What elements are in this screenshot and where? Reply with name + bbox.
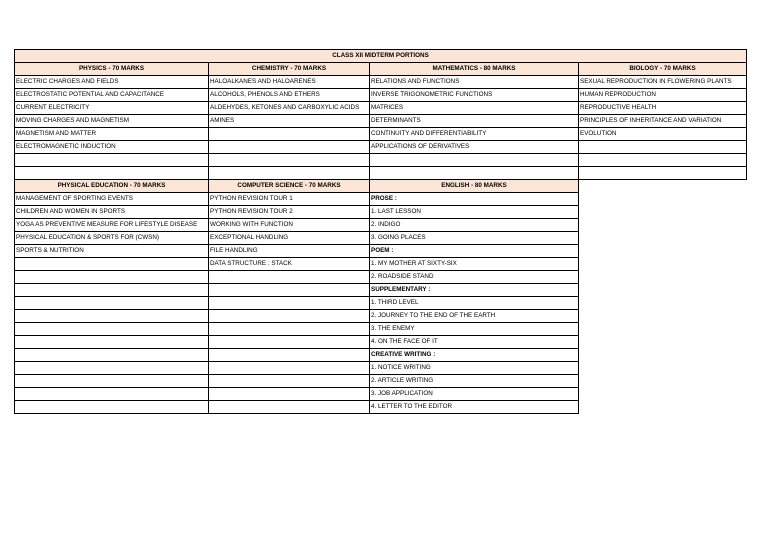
topic-cell <box>209 336 370 349</box>
topic-cell <box>579 141 747 154</box>
topic-cell: 2. INDIGO <box>370 219 579 232</box>
blank-cell <box>579 271 747 284</box>
topic-cell <box>579 167 747 180</box>
topic-cell: YOGA AS PREVENTIVE MEASURE FOR LIFESTYLE DISEASE <box>15 219 209 232</box>
topic-cell <box>209 401 370 414</box>
table-row <box>15 271 747 284</box>
topic-cell <box>15 284 209 297</box>
topic-cell: CREATIVE WRITING : <box>370 349 579 362</box>
table-row <box>15 388 747 401</box>
table-row <box>15 232 747 245</box>
topic-cell <box>15 362 209 375</box>
topic-cell: MOVING CHARGES AND MAGNETISM <box>15 115 209 128</box>
table-row <box>15 141 747 154</box>
topic-cell <box>209 349 370 362</box>
table-row <box>15 258 747 271</box>
topic-cell <box>209 271 370 284</box>
topic-cell: ELECTROSTATIC POTENTIAL AND CAPACITANCE <box>15 89 209 102</box>
subject-header: ENGLISH - 80 MARKS <box>370 180 579 193</box>
blank-cell <box>579 206 747 219</box>
blank-cell <box>579 349 747 362</box>
table-row <box>15 401 747 414</box>
subject-header: COMPUTER SCIENCE - 70 MARKS <box>209 180 370 193</box>
blank-cell <box>579 297 747 310</box>
topic-cell: AMINES <box>209 115 370 128</box>
topic-cell <box>209 297 370 310</box>
blank-cell <box>579 323 747 336</box>
subject-header: PHYSICAL EDUCATION - 70 MARKS <box>15 180 209 193</box>
topic-cell <box>15 336 209 349</box>
subject-header: CHEMISTRY - 70 MARKS <box>209 63 370 76</box>
table-row <box>15 336 747 349</box>
table-row <box>15 219 747 232</box>
topic-cell <box>209 284 370 297</box>
topic-cell: ELECTROMAGNETIC INDUCTION <box>15 141 209 154</box>
topic-cell: ALDEHYDES, KETONES AND CARBOXYLIC ACIDS <box>209 102 370 115</box>
topic-cell: 3. GOING PLACES <box>370 232 579 245</box>
topic-cell <box>370 154 579 167</box>
blank-cell <box>579 310 747 323</box>
topic-cell: HUMAN REPRODUCTION <box>579 89 747 102</box>
table-row <box>15 245 747 258</box>
topic-cell <box>15 349 209 362</box>
table-row <box>15 89 747 102</box>
blank-cell <box>579 232 747 245</box>
topic-cell <box>209 141 370 154</box>
subject-header: BIOLOGY - 70 MARKS <box>579 63 747 76</box>
topic-cell <box>209 310 370 323</box>
table-row <box>15 375 747 388</box>
topic-cell <box>15 167 209 180</box>
topic-cell: 1. LAST LESSON <box>370 206 579 219</box>
topic-cell: 2. JOURNEY TO THE END OF THE EARTH <box>370 310 579 323</box>
blank-cell <box>579 180 747 193</box>
topic-cell: 3. THE ENEMY <box>370 323 579 336</box>
blank-cell <box>579 401 747 414</box>
topic-cell: CHILDREN AND WOMEN IN SPORTS <box>15 206 209 219</box>
topic-cell: 2. ARTICLE WRITING <box>370 375 579 388</box>
topic-cell: 1. THIRD LEVEL <box>370 297 579 310</box>
table-row <box>15 349 747 362</box>
topic-cell <box>15 323 209 336</box>
subject-header: PHYSICS - 70 MARKS <box>15 63 209 76</box>
topic-cell <box>209 323 370 336</box>
topic-cell: ALCOHOLS, PHENOLS AND ETHERS <box>209 89 370 102</box>
topic-cell: INVERSE TRIGONOMETRIC FUNCTIONS <box>370 89 579 102</box>
topic-cell <box>209 128 370 141</box>
topic-cell: PYTHON REVISION TOUR 2 <box>209 206 370 219</box>
topic-cell: PYTHON REVISION TOUR 1 <box>209 193 370 206</box>
topic-cell: POEM : <box>370 245 579 258</box>
topic-cell <box>15 388 209 401</box>
topic-cell: PHYSICAL EDUCATION & SPORTS FOR (CWSN) <box>15 232 209 245</box>
blank-cell <box>579 284 747 297</box>
topic-cell: WORKING WITH FUNCTION <box>209 219 370 232</box>
topic-cell: HALOALKANES AND HALOARENES <box>209 76 370 89</box>
topic-cell: REPRODUCTIVE HEALTH <box>579 102 747 115</box>
topic-cell: 2. ROADSIDE STAND <box>370 271 579 284</box>
topic-cell: SPORTS & NUTRITION <box>15 245 209 258</box>
topic-cell: CONTINUITY AND DIFFERENTIABILITY <box>370 128 579 141</box>
table-row <box>15 193 747 206</box>
portions-table <box>14 49 747 414</box>
topic-cell <box>579 154 747 167</box>
section1-header-row <box>15 63 747 76</box>
topic-cell: SUPPLEMENTARY : <box>370 284 579 297</box>
topic-cell: 4. LETTER TO THE EDITOR <box>370 401 579 414</box>
topic-cell: 1. NOTICE WRITING <box>370 362 579 375</box>
table-row <box>15 76 747 89</box>
blank-cell <box>579 375 747 388</box>
topic-cell <box>15 154 209 167</box>
topic-cell <box>15 258 209 271</box>
blank-cell <box>579 193 747 206</box>
table-row <box>15 167 747 180</box>
topic-cell: RELATIONS AND FUNCTIONS <box>370 76 579 89</box>
table-row <box>15 128 747 141</box>
table-row <box>15 310 747 323</box>
topic-cell: EVOLUTION <box>579 128 747 141</box>
table-row <box>15 154 747 167</box>
subject-header: MATHEMATICS - 80 MARKS <box>370 63 579 76</box>
sheet-title: CLASS XII MIDTERM PORTIONS <box>15 50 747 63</box>
topic-cell: CURRENT ELECTRICITY <box>15 102 209 115</box>
topic-cell <box>15 271 209 284</box>
topic-cell <box>15 401 209 414</box>
topic-cell: 4. ON THE FACE OF IT <box>370 336 579 349</box>
table-row <box>15 115 747 128</box>
topic-cell <box>209 375 370 388</box>
topic-cell: PROSE : <box>370 193 579 206</box>
topic-cell: 3. JOB APPLICATION <box>370 388 579 401</box>
blank-cell <box>579 219 747 232</box>
blank-cell <box>579 245 747 258</box>
topic-cell: PRINCIPLES OF INHERITANCE AND VARIATION <box>579 115 747 128</box>
blank-cell <box>579 388 747 401</box>
blank-cell <box>579 336 747 349</box>
topic-cell: 1. MY MOTHER AT SIXTY-SIX <box>370 258 579 271</box>
blank-cell <box>579 258 747 271</box>
topic-cell: EXCEPTIONAL HANDLING <box>209 232 370 245</box>
section2-header-row <box>15 180 747 193</box>
topic-cell <box>15 310 209 323</box>
blank-cell <box>579 362 747 375</box>
topic-cell <box>209 388 370 401</box>
table-row <box>15 102 747 115</box>
topic-cell: DETERMINANTS <box>370 115 579 128</box>
topic-cell: MANAGEMENT OF SPORTING EVENTS <box>15 193 209 206</box>
topic-cell <box>209 167 370 180</box>
topic-cell <box>209 154 370 167</box>
topic-cell <box>15 297 209 310</box>
topic-cell: DATA STRUCTURE : STACK <box>209 258 370 271</box>
topic-cell: MATRICES <box>370 102 579 115</box>
topic-cell <box>15 375 209 388</box>
topic-cell <box>209 362 370 375</box>
title-row <box>15 50 747 63</box>
topic-cell: SEXUAL REPRODUCTION IN FLOWERING PLANTS <box>579 76 747 89</box>
topic-cell: APPLICATIONS OF DERIVATIVES <box>370 141 579 154</box>
table-row <box>15 284 747 297</box>
table-row <box>15 206 747 219</box>
topic-cell: FILE HANDLING <box>209 245 370 258</box>
table-row <box>15 362 747 375</box>
table-row <box>15 297 747 310</box>
topic-cell <box>370 167 579 180</box>
topic-cell: MAGNETISM AND MATTER <box>15 128 209 141</box>
table-row <box>15 323 747 336</box>
topic-cell: ELECTRIC CHARGES AND FIELDS <box>15 76 209 89</box>
